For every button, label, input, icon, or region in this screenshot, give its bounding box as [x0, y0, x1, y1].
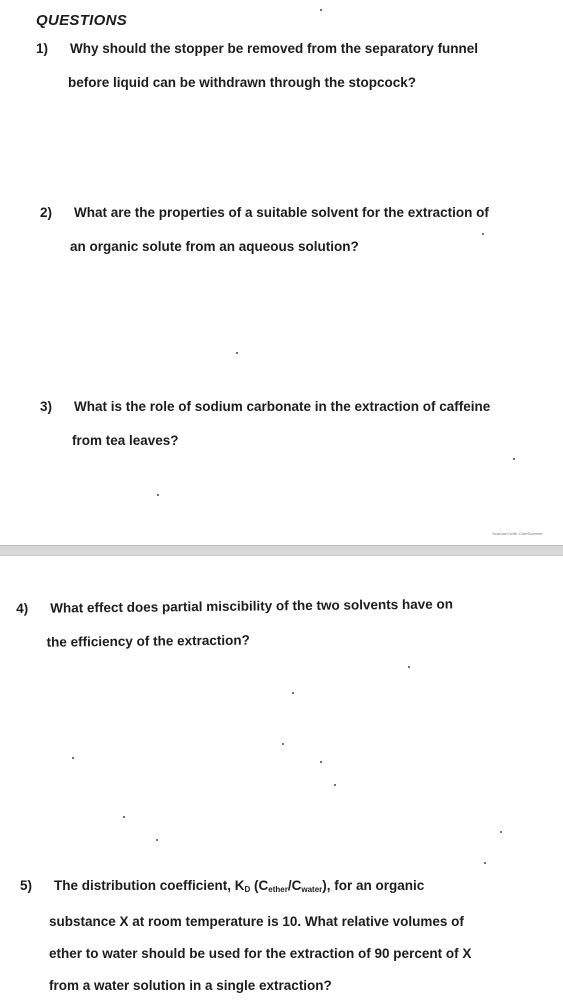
- scan-speck: [292, 692, 294, 694]
- question-text-line: The distribution coefficient, $K_D$ $(C_{ether}/C_{water})$, for an organic: [54, 878, 425, 894]
- question-text-line: What is the role of sodium carbonate in the extraction of caffeine: [74, 399, 491, 414]
- question-number: 2): [40, 205, 53, 220]
- scan-speck: [72, 757, 74, 759]
- scan-speck: [334, 784, 336, 786]
- question-text-line: ether to water should be used for the extraction of 90 percent of X: [49, 946, 472, 961]
- question-number: 3): [40, 399, 53, 414]
- questions-heading: QUESTIONS: [36, 12, 128, 29]
- scan-speck: [320, 9, 322, 11]
- question-5: [20, 870, 471, 1000]
- question-text-line: What effect does partial miscibility of the two solvents have on: [50, 596, 454, 616]
- page-separator: [0, 545, 563, 556]
- question-text-line: Why should the stopper be removed from the separatory funnel: [70, 41, 479, 56]
- question-text-line: the efficiency of the extraction?: [46, 632, 250, 650]
- scan-speck: [484, 862, 486, 864]
- question-text-line: What are the properties of a suitable solvent for the extraction of: [74, 205, 489, 220]
- question-1: [36, 32, 478, 100]
- question-4: [16, 587, 454, 660]
- scan-speck: [408, 666, 410, 668]
- scan-speck: [156, 839, 158, 841]
- question-text-line: from a water solution in a single extraction?: [49, 978, 332, 993]
- scanner-watermark: Scanned with CamScanner: [492, 531, 543, 536]
- question-text-line: from tea leaves?: [72, 433, 179, 448]
- scan-speck: [482, 233, 484, 235]
- scan-speck: [500, 831, 502, 833]
- question-number: 4): [16, 600, 29, 616]
- scan-speck: [513, 458, 515, 460]
- question-text-line: an organic solute from an aqueous solution?: [70, 239, 359, 254]
- question-2: [40, 196, 489, 264]
- scan-speck: [157, 494, 159, 496]
- question-number: 1): [36, 41, 49, 56]
- question-text-line: before liquid can be withdrawn through the stopcock?: [68, 75, 417, 90]
- question-number: 5): [20, 878, 33, 893]
- scan-speck: [282, 743, 284, 745]
- question-3: [40, 390, 490, 458]
- question-text-line: substance X at room temperature is 10. What relative volumes of: [49, 914, 464, 929]
- worksheet-page-2: [0, 556, 563, 1000]
- scan-speck: [236, 352, 238, 354]
- scan-speck: [320, 761, 322, 763]
- scan-speck: [123, 816, 125, 818]
